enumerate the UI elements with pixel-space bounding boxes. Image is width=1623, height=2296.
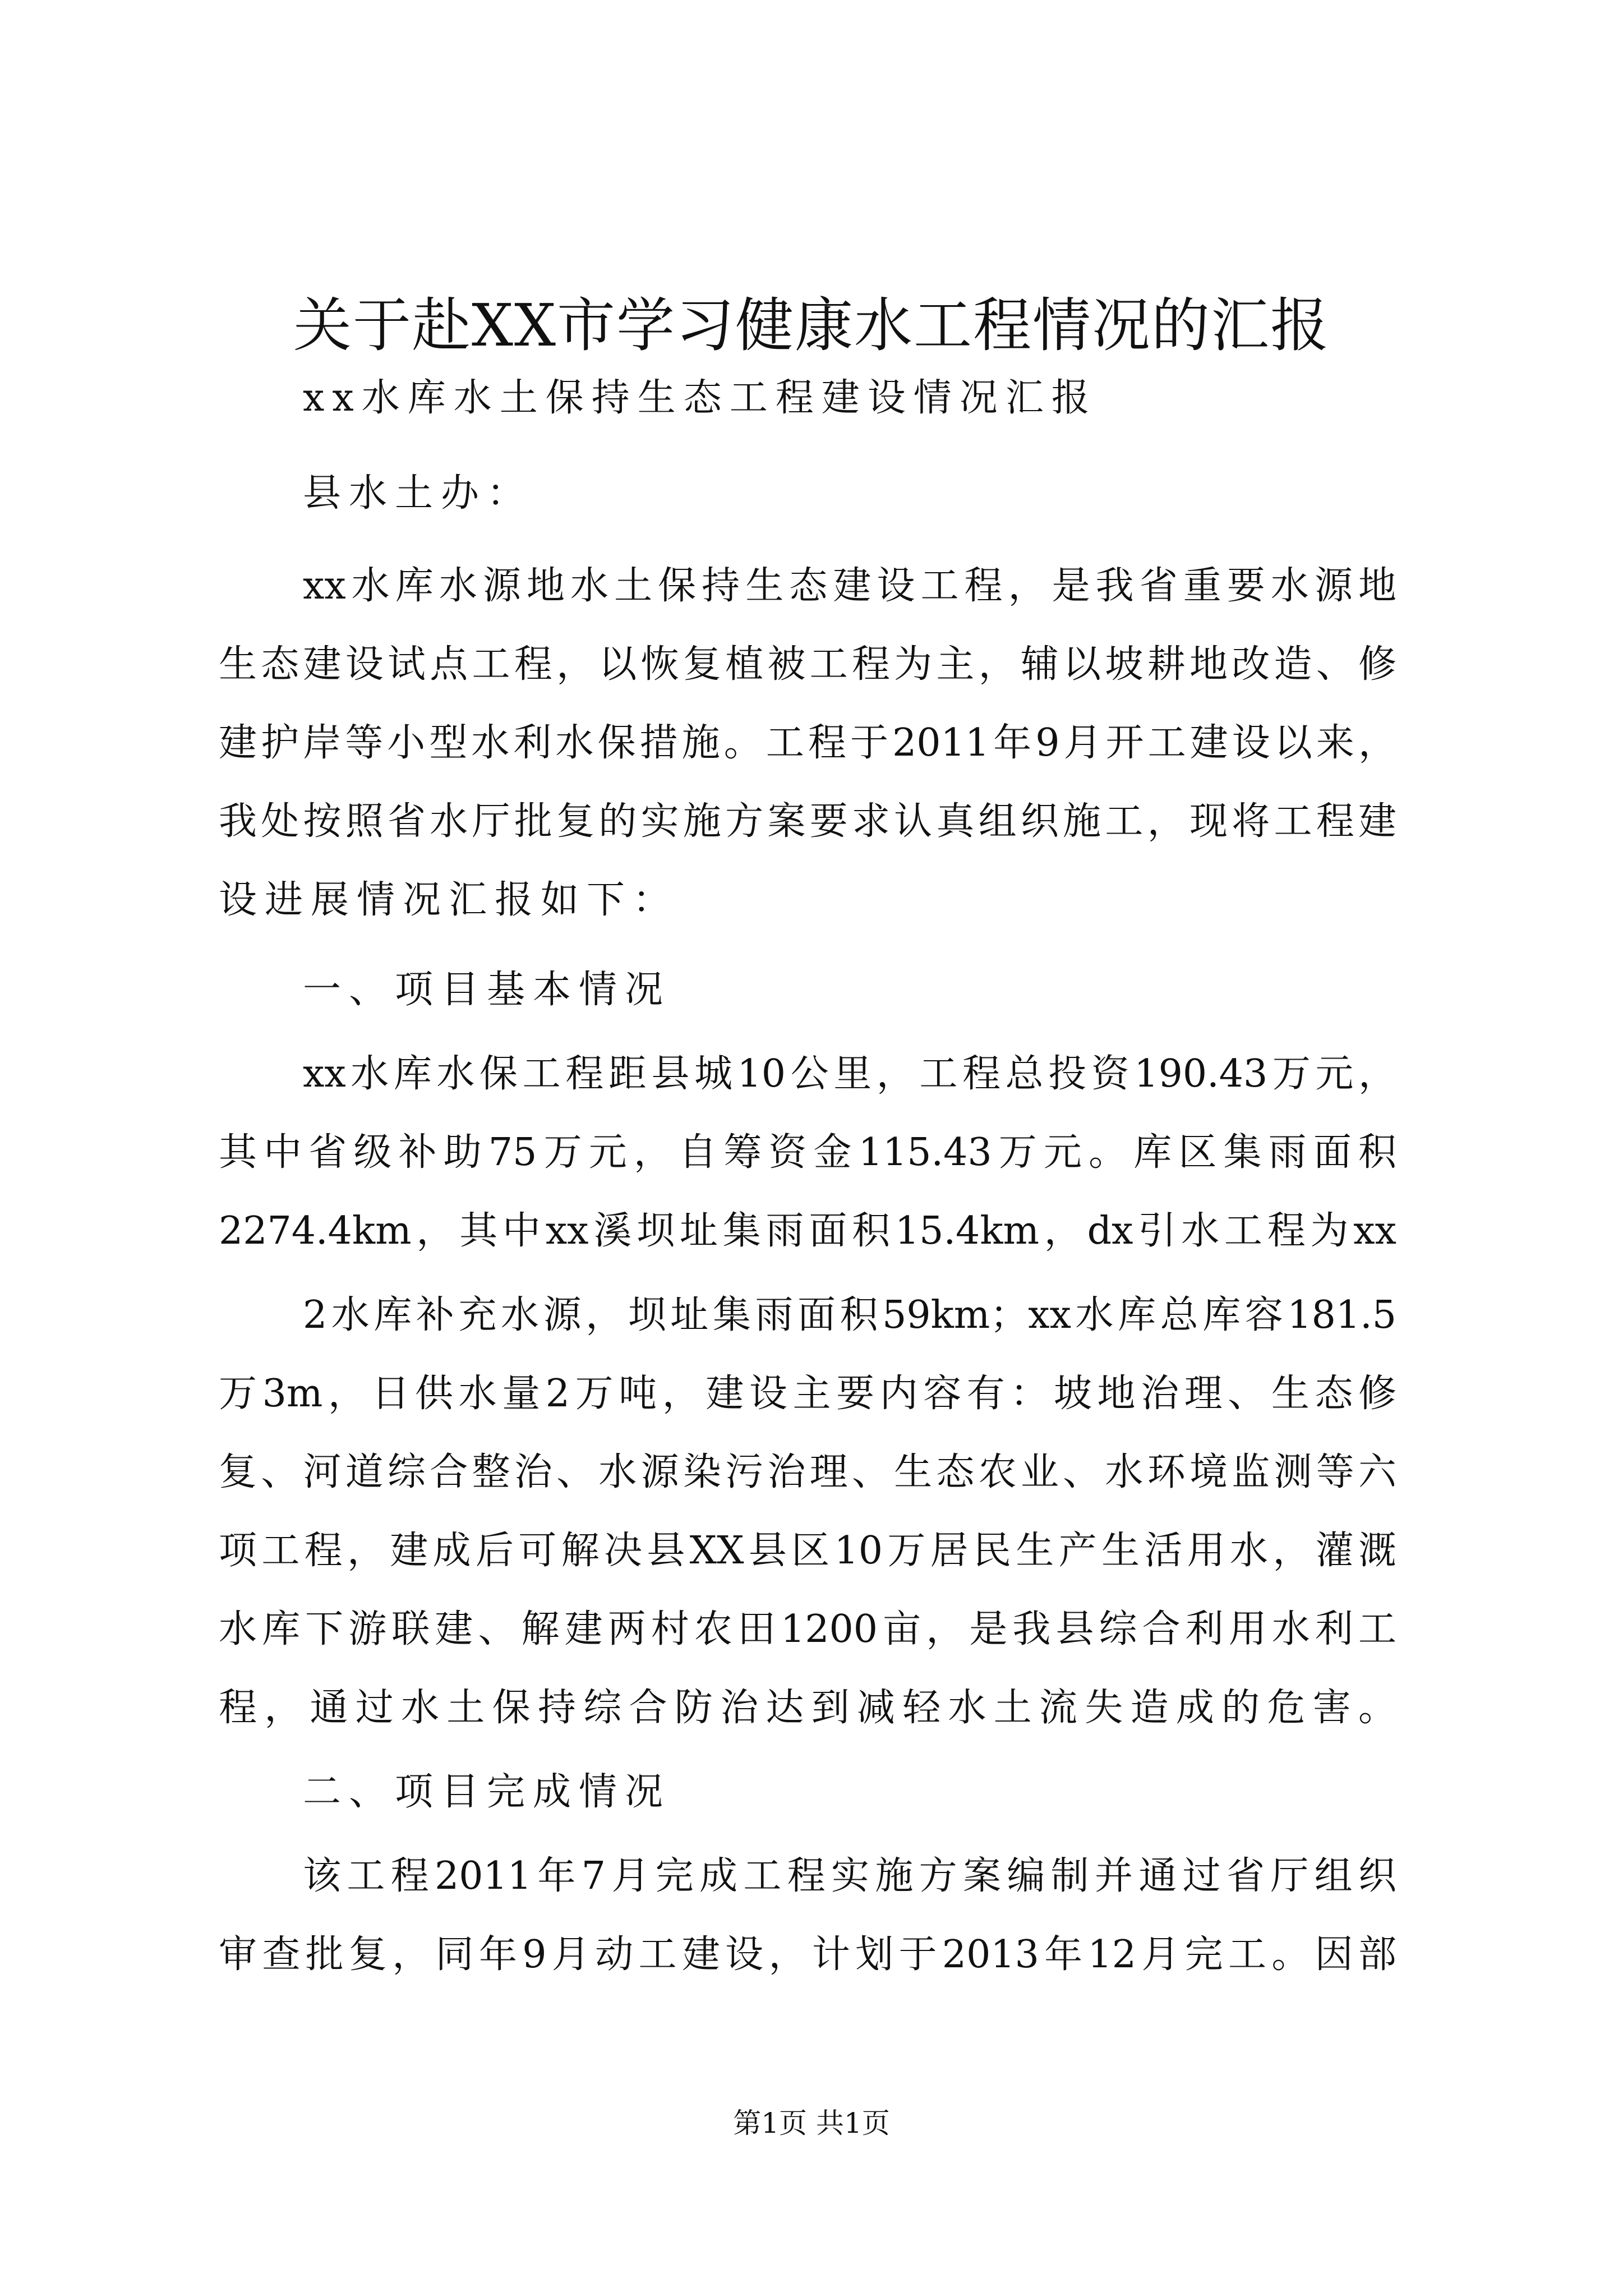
paragraph-line: 其中省级补助75万元，自筹资金115.43万元。库区集雨面积	[219, 1130, 1396, 1175]
paragraph-line: 生态建设试点工程，以恢复植被工程为主，辅以坡耕地改造、修	[219, 642, 1396, 687]
paragraph-line: 水库下游联建、解建两村农田1200亩，是我县综合利用水利工	[219, 1607, 1396, 1651]
paragraph-line: xx水库水保工程距县城10公里，工程总投资190.43万元，	[303, 1052, 1396, 1096]
paragraph-line: 设进展情况汇报如下：	[219, 878, 679, 922]
paragraph-line: 建护岸等小型水利水保措施。工程于2011年9月开工建设以来，	[219, 721, 1396, 765]
paragraph-line: 该工程2011年7月完成工程实施方案编制并通过省厅组织	[303, 1854, 1396, 1898]
paragraph-line: 审查批复，同年9月动工建设，计划于2013年12月完工。因部	[219, 1932, 1396, 1977]
paragraph-line: 2水库补充水源，坝址集雨面积59km；xx水库总库容181.5	[303, 1293, 1396, 1337]
section-heading: 二、项目完成情况	[303, 1770, 671, 1814]
document-title: 关于赴XX市学习健康水工程情况的汇报	[293, 291, 1330, 360]
paragraph-line: 2274.4km，其中xx溪坝址集雨面积15.4km，dx引水工程为xx	[219, 1209, 1396, 1253]
paragraph-line: 程，通过水土保持综合防治达到减轻水土流失造成的危害。	[219, 1686, 1396, 1730]
paragraph-line: xx水库水源地水土保持生态建设工程，是我省重要水源地	[303, 564, 1396, 608]
paragraph-line: 我处按照省水厅批复的实施方案要求认真组织施工，现将工程建	[219, 799, 1396, 844]
paragraph-line: 项工程，建成后可解决县XX县区10万居民生产生活用水，灌溉	[219, 1529, 1396, 1573]
addressee-line: 县水土办：	[303, 471, 533, 516]
paragraph-line: 万3m，日供水量2万吨，建设主要内容有：坡地治理、生态修	[219, 1372, 1396, 1416]
subtitle-line: xx水库水土保持生态工程建设情况汇报	[303, 376, 1098, 420]
page-footer: 第1页 共1页	[733, 2107, 890, 2139]
paragraph-line: 复、河道综合整治、水源染污治理、生态农业、水环境监测等六	[219, 1450, 1396, 1494]
section-heading: 一、项目基本情况	[303, 968, 671, 1012]
